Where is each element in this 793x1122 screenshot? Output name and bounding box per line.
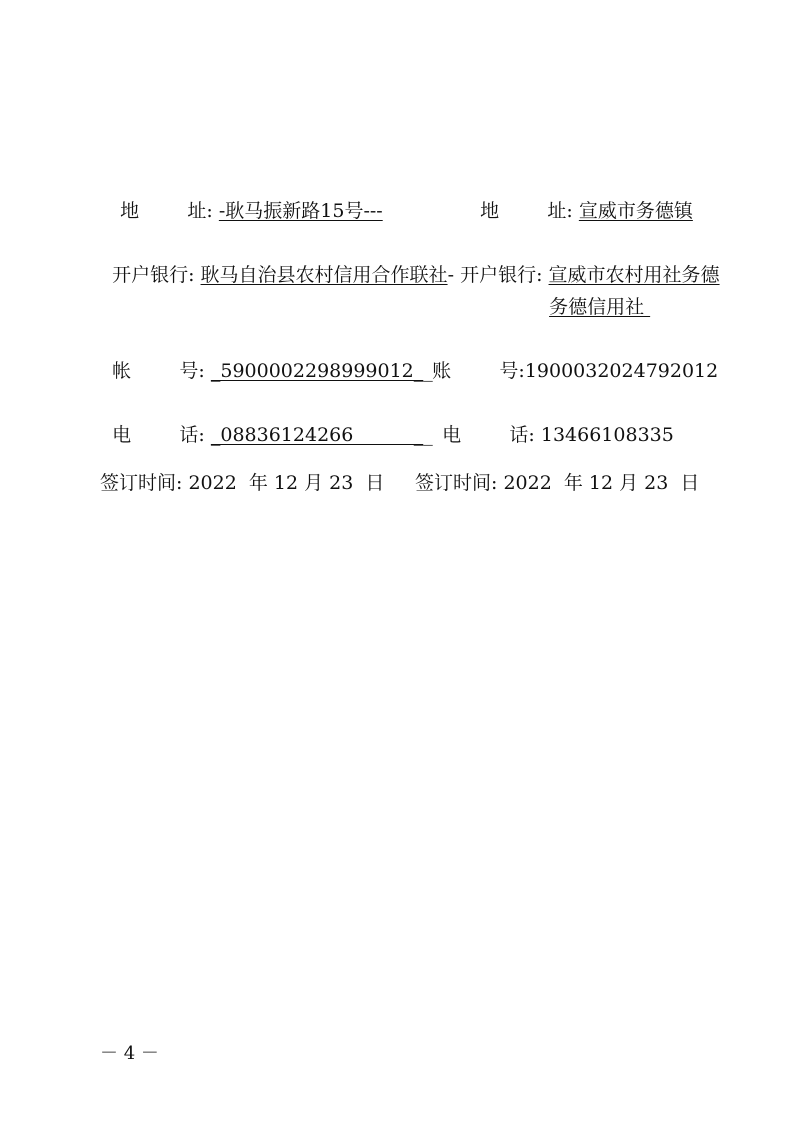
left-bank-suffix: -: [447, 264, 454, 286]
right-sign-date: 签订时间: 2022 年 12 月 23 日: [415, 472, 700, 494]
left-phone-suffix: _: [423, 424, 433, 446]
left-address-label: 地 址:: [120, 200, 219, 222]
right-account-value: 1900032024792012: [524, 360, 719, 382]
right-address-row: [468, 172, 693, 224]
left-phone-label: 电 话:: [112, 424, 211, 446]
right-account-label: 账 号:: [432, 360, 525, 382]
page-number: － 4 －: [100, 1043, 159, 1064]
left-phone-value: _08836124266 _: [210, 424, 424, 446]
left-address-row: [108, 172, 383, 224]
right-phone-label: 电 话:: [442, 424, 541, 446]
right-address-value: 宣威市务德镇: [578, 200, 693, 222]
left-phone-row: [100, 396, 433, 448]
right-bank-value-line1: 宣威市农村用社务德: [548, 264, 720, 286]
left-sign-date: 签订时间: 2022 年 12 月 23 日: [100, 472, 385, 494]
left-account-suffix: _: [423, 360, 433, 382]
left-account-row: [100, 332, 433, 384]
left-bank-label: 开户银行:: [112, 264, 201, 286]
right-bank-value-line2: 务德信用社: [549, 296, 651, 318]
right-address-label: 地 址:: [480, 200, 579, 222]
right-account-row: [420, 332, 718, 384]
right-bank-row-continued: [537, 268, 650, 320]
right-bank-label: 开户银行:: [460, 264, 549, 286]
left-address-value: -耿马振新路15号---: [218, 200, 383, 222]
right-phone-value: 13466108335: [540, 424, 674, 446]
left-bank-row: [100, 236, 454, 288]
left-account-label: 帐 号:: [112, 360, 211, 382]
left-account-value: _5900002298999012_: [210, 360, 424, 382]
right-phone-row: [430, 396, 674, 448]
left-bank-value: 耿马自治县农村信用合作联社: [200, 264, 448, 286]
